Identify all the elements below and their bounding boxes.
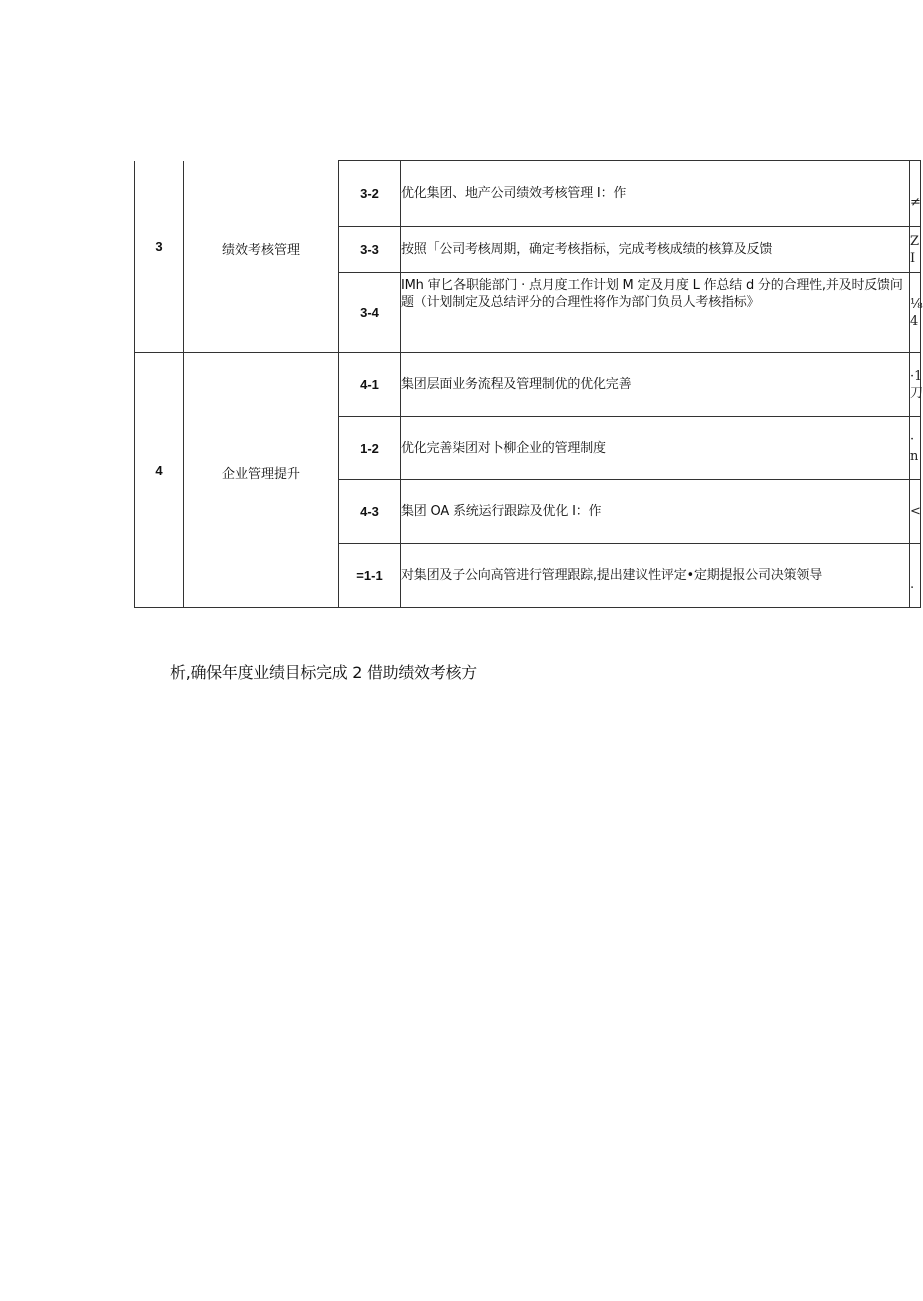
- group-number-cell: 3: [135, 161, 184, 353]
- group-number-cell: 4: [135, 353, 184, 608]
- task-description-cell: 集团层面业务流程及管理制优的优化完善: [401, 353, 910, 417]
- task-code-cell: =1-1: [339, 544, 401, 608]
- task-description-cell: 集团 OA 系统运行跟踪及优化 I：作: [401, 480, 910, 544]
- task-code-cell: 4-3: [339, 480, 401, 544]
- task-code-cell: 4-1: [339, 353, 401, 417]
- body-paragraph: 析,确保年度业绩目标完成 2 借助绩效考核方: [170, 663, 477, 682]
- group-name-cell: 绩效考核管理: [184, 161, 339, 353]
- clipped-column-cell: ⅛ 4: [910, 273, 921, 353]
- work-plan-table-container: [134, 160, 923, 607]
- clipped-column-cell: · n: [910, 417, 921, 480]
- work-plan-table: [134, 160, 921, 608]
- table-row: [135, 161, 921, 227]
- task-code-cell: 1-2: [339, 417, 401, 480]
- task-description-cell: 按照「公司考核周期，确定考核指标，完成考核成绩的核算及反馈: [401, 227, 910, 273]
- group-name-cell: 企业管理提升: [184, 353, 339, 608]
- clipped-column-cell: ·1 刀: [910, 353, 921, 417]
- task-description-cell: 优化集团、地产公司绩效考核管理 I：作: [401, 161, 910, 227]
- task-code-cell: 3-4: [339, 273, 401, 353]
- task-code-cell: 3-2: [339, 161, 401, 227]
- clipped-column-cell: ≠: [910, 161, 921, 227]
- task-description-cell: IMh 审匕各职能部门 · 点月度工作计划 M 定及月度 L 作总结 d 分的合理性,并及时反馈问题（计划制定及总结评分的合理性将作为部门负员人考核指标》: [401, 273, 910, 353]
- task-description-cell: 优化完善柒团对卜柳企业的管理制度: [401, 417, 910, 480]
- table-row: [135, 353, 921, 417]
- clipped-column-cell: <: [910, 480, 921, 544]
- task-code-cell: 3-3: [339, 227, 401, 273]
- task-description-cell: 对集团及子公向高管进行管理跟踪,提出建议性评定•定期提报公司决策领导: [401, 544, 910, 608]
- clipped-column-cell: .: [910, 544, 921, 608]
- clipped-column-cell: Z I: [910, 227, 921, 273]
